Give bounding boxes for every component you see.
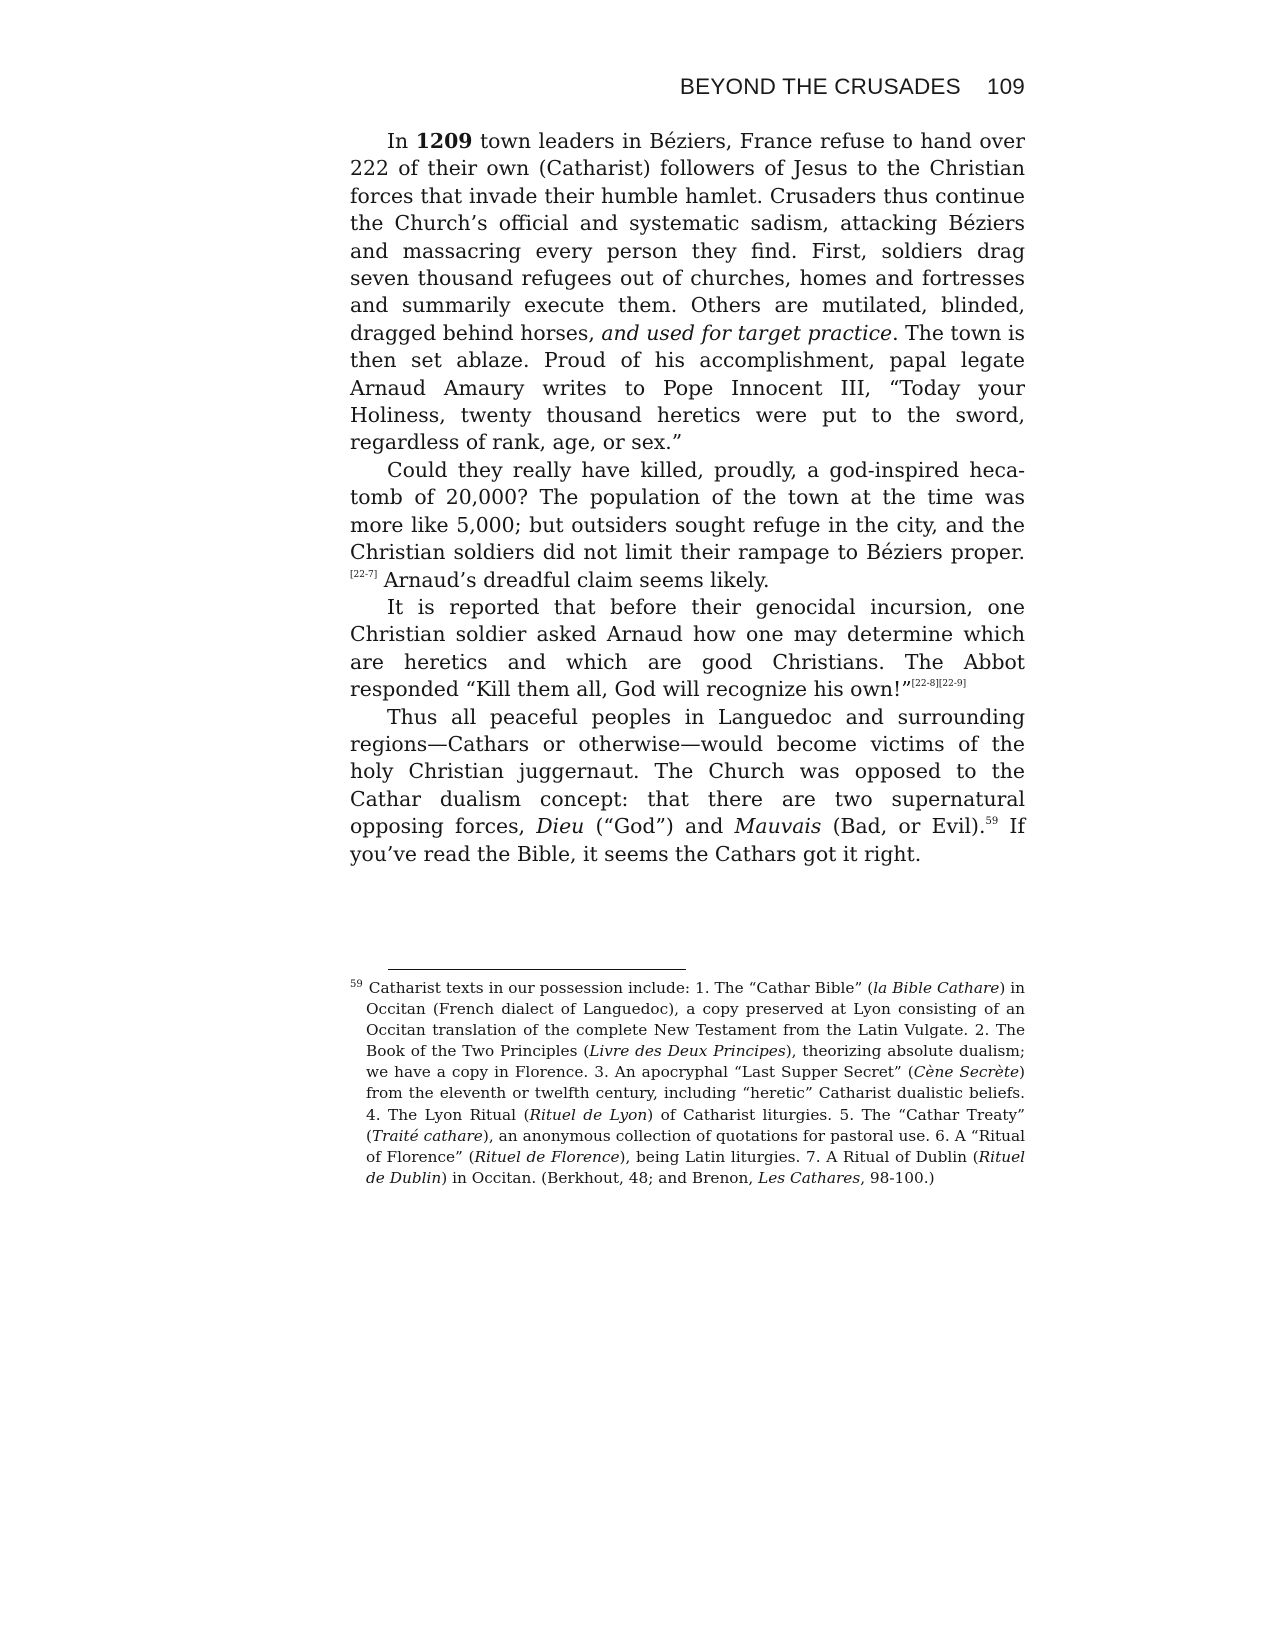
- year-1209: 1209: [415, 129, 473, 153]
- paragraph-4: Thus all peaceful peoples in Languedoc and surrounding regions—Cathars or otherwise—would become victims of the holy Christian juggernaut. The Church was opposed to the Cathar dualism concept: that there are two supernatural opposing forces, Dieu (“God”) and Mauvais (Bad, or Evil).$^{59}$ If you’ve read the Bible, it seems the Cathars got it right.: [350, 704, 1026, 866]
- page-number: 109: [986, 74, 1025, 99]
- citation-22-8-22-9: [22-8][22-9]: [911, 679, 967, 690]
- running-head: [560, 74, 1025, 100]
- citation-22-7: [22-7]: [350, 569, 378, 580]
- paragraph-3: It is reported that before their genocidal incursion, one Christian soldier asked Arnaud how one may determine which are heretics and which are good Christians. The Abbot responded “Kill them all, God will recognize his own!”[22-8][22-9]: [350, 594, 1025, 702]
- paragraph-2: Could they really have killed, proudly, a god-inspired hecatomb of 20,000? The population of the town at the time was more like 5,000; but outsiders sought refuge in the city, and the Christian soldiers did not limit their rampage to Béziers proper.[22-7] Arnaud’s dreadful claim seems likely.: [350, 457, 1025, 592]
- term-mauvais: Mauvais: [734, 814, 822, 839]
- paragraph-1: In 1209 town leaders in Béziers, France refuse to hand over 222 of their own (Catharist) followers of Jesus to the Christian forces that invade their humble hamlet. Crusaders thus continue the Church’s official and systematic sadism, attacking Béziers and massacring every person they find. First, soldiers drag seven thousand refugees out of churches, homes and fortresses and summarily execute them. Others are mutilated, blinded, dragged behind horses, and used for target practice. The town is then set ablaze. Proud of his accomplishment, papal legate Arnaud Amaury writes to Pope Innocent III, “Today your Holiness, twenty thousand heretics were put to the sword, regardless of rank, age, or sex.”: [350, 129, 1025, 455]
- footnote-ref-59[interactable]: 59: [985, 816, 999, 828]
- footnote-separator: [388, 969, 686, 970]
- term-dieu: Dieu: [536, 814, 585, 839]
- main-text: [350, 128, 1025, 868]
- footnote-mark: 59: [350, 978, 363, 990]
- emphasis-target-practice: and used for target practice: [601, 320, 893, 345]
- footnote-59: $^{59}$ Catharist texts in our possession include: 1. The “Cathar Bible” (la Bible Cathare) in Occitan (French dialect of Languedoc), a copy preserved at Lyon consisting of an Occitan translation of the complete New Testament from the Latin Vulgate. 2. The Book of the Two Principles (Livre des Deux Principes), theorizing absolute dualism; we have a copy in Florence. 3. An apocryphal “Last Supper Secret” (Cène Secrète) from the eleventh or twelfth century, including “heretic” Catharist dualistic beliefs. 4. The Lyon Ritual (Rituel de Lyon) of Catharist liturgies. 5. The “Cathar Treaty” (Traité cathare), an anonymous collection of quotations for pastoral use. 6. A “Ritual of Florence” (Rituel de Florence), being Latin liturgies. 7. A Ritual of Dublin (Rituel de Dublin) in Occitan. (Berkhout, 48; and Brenon, Les Cathares, 98-100.): [350, 978, 1026, 1187]
- running-title: BEYOND THE CRUSADES: [679, 74, 961, 99]
